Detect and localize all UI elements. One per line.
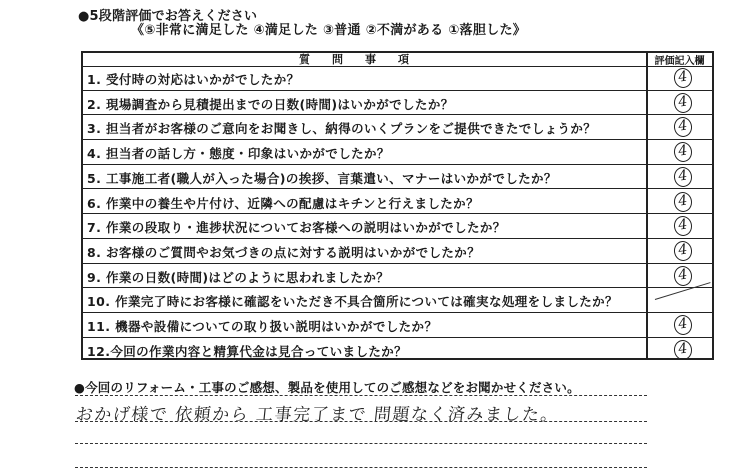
table-row bbox=[83, 239, 712, 264]
rating-circle[interactable]: 4 bbox=[673, 141, 694, 163]
rating-circle[interactable]: 4 bbox=[673, 240, 694, 262]
column-header-rating: 評価記入欄 bbox=[654, 56, 705, 67]
instructions-heading: ●5段階評価でお答えください bbox=[78, 9, 258, 24]
question-text: 1. 受付時の対応はいかがでしたか？ bbox=[87, 72, 300, 87]
question-text: 3. 担当者がお客様のご意向をお聞きし、納得のいくプランをご提供できたでしょうか？ bbox=[87, 121, 597, 137]
rating-circle[interactable]: 4 bbox=[673, 190, 694, 212]
table-row bbox=[83, 288, 712, 313]
table-row bbox=[83, 264, 712, 289]
rating-circle[interactable]: 4 bbox=[673, 67, 694, 89]
table-header bbox=[83, 53, 712, 67]
question-text: 4. 担当者の話し方・態度・印象はいかがでしたか？ bbox=[87, 146, 390, 162]
table-row bbox=[83, 165, 712, 190]
dotted-line bbox=[75, 421, 647, 422]
table-row bbox=[83, 115, 712, 140]
handwritten-comment[interactable]: おかげ様で 依頼から 工事完了まで 問題なく済みました。 bbox=[74, 405, 561, 425]
rating-circle[interactable]: 4 bbox=[673, 264, 694, 286]
question-text: 11. 機器や設備についての取り扱い説明はいかがでしたか？ bbox=[87, 319, 438, 334]
dotted-line bbox=[75, 395, 647, 396]
question-text: 9. 作業の日数(時間)はどのように思われましたか？ bbox=[87, 269, 390, 285]
table-row bbox=[83, 190, 712, 215]
table-row bbox=[83, 66, 712, 91]
rating-scale-legend: 《⑤非常に満足した ④満足した ③普通 ②不満がある ①落胆した》 bbox=[131, 23, 527, 38]
survey-table bbox=[81, 51, 714, 360]
question-text: 8. お客様のご質問やお気づきの点に対する説明はいかがでしたか？ bbox=[87, 244, 481, 260]
question-text: 7. 作業の段取り・進捗状況についてお客様への説明はいかがでしたか？ bbox=[87, 220, 506, 236]
comments-prompt: ●今回のリフォーム・工事のご感想、製品を使用してのご感想などをお聞かせください。 bbox=[74, 380, 580, 395]
dotted-line bbox=[75, 443, 647, 444]
rating-circle[interactable]: 4 bbox=[673, 339, 694, 361]
table-row bbox=[83, 214, 712, 239]
table-row bbox=[83, 338, 712, 363]
table-row bbox=[83, 91, 712, 116]
dotted-line bbox=[75, 467, 647, 468]
rating-circle[interactable]: 4 bbox=[673, 166, 694, 188]
question-text: 6. 作業中の養生や片付け、近隣への配慮はキチンと行えましたか？ bbox=[87, 195, 479, 211]
rating-circle[interactable]: 4 bbox=[673, 215, 694, 237]
table-row bbox=[83, 313, 712, 338]
rating-circle[interactable]: 4 bbox=[673, 92, 694, 114]
question-text: 12.今回の作業内容と精算代金は見合っていましたか？ bbox=[87, 343, 408, 359]
question-text: 10. 作業完了時にお客様に確認をいただき不具合箇所については確実な処理をしましたか？ bbox=[87, 294, 618, 310]
question-text: 2. 現場調査から見積提出までの日数(時間)はいかがでしたか？ bbox=[87, 96, 454, 112]
rating-circle[interactable]: 4 bbox=[673, 314, 694, 336]
rating-circle[interactable]: 4 bbox=[673, 116, 694, 138]
column-header-questions: 質問事項 bbox=[299, 53, 431, 66]
question-text: 5. 工事施工者(職人が入った場合)の挨拶、言葉遣い、マナーはいかがでしたか？ bbox=[87, 170, 557, 186]
table-row bbox=[83, 140, 712, 165]
